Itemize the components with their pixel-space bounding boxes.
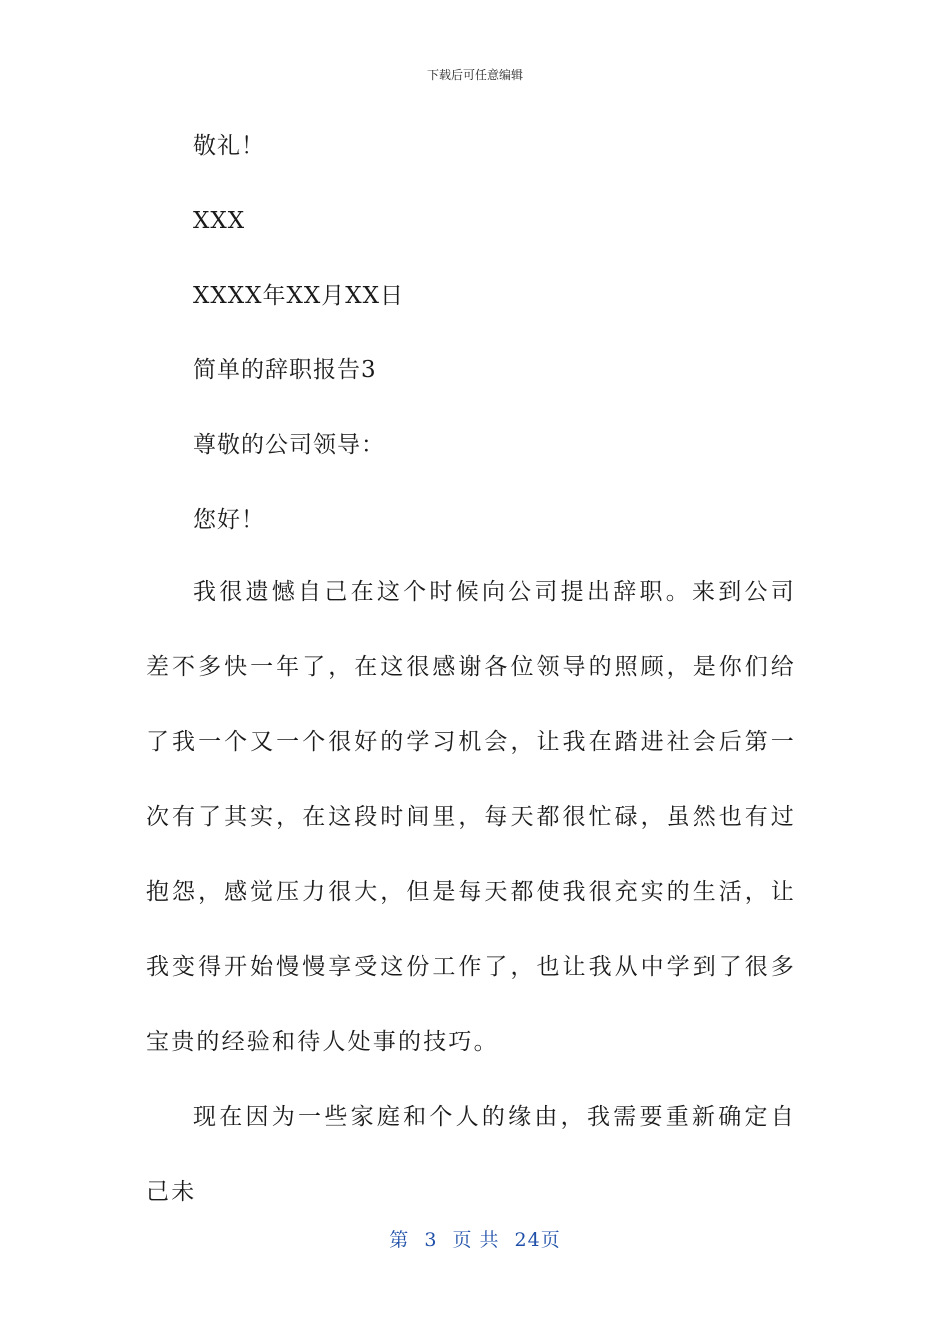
section-title: 简单的辞职报告3 — [193, 357, 377, 383]
signature-line: XXX — [193, 208, 246, 234]
greeting-line: 您好！ — [193, 507, 265, 533]
date-line: XXXX年XX月XX日 — [193, 283, 404, 309]
footer-prefix: 第 — [389, 1229, 410, 1251]
page-footer — [0, 1225, 950, 1252]
addressee-line: 尊敬的公司领导： — [193, 432, 385, 458]
body-paragraph: 现在因为一些家庭和个人的缘由，我需要重新确定自己未 — [146, 1104, 796, 1205]
footer-mid: 页 共 — [452, 1229, 500, 1251]
body-paragraph: 我很遗憾自己在这个时候向公司提出辞职。来到公司差不多快一年了，在这很感谢各位领导的照顾，是你们给了我一个又一个很好的学习机会，让我在踏进社会后第一次有了其实，在这段时间里，每天都很忙碌，虽然也有过抱怨，感觉压力很大，但是每天都使我很充实的生活，让我变得开始慢慢享受这份工作了，也让我从中学到了很多宝贵的经验和待人处事的技巧。 — [146, 579, 796, 1055]
footer-total-pages: 24页 — [514, 1229, 561, 1251]
header-note: 下载后可任意编辑 — [426, 68, 523, 82]
salute-line: 敬礼！ — [193, 133, 265, 159]
footer-current-page: 3 — [424, 1229, 438, 1251]
